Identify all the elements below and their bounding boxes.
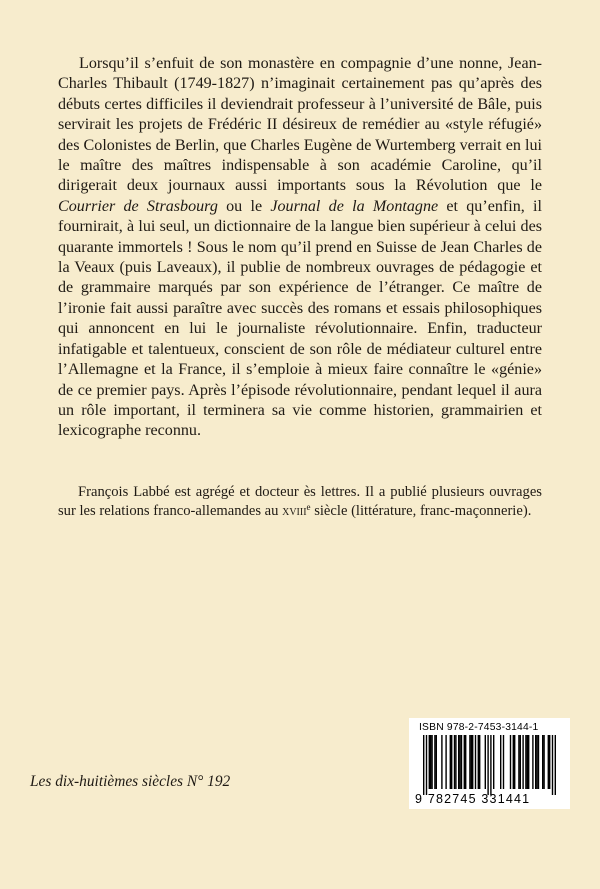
- barcode-bar: [503, 735, 504, 789]
- barcode-bar: [493, 735, 494, 789]
- barcode-bar: [471, 735, 472, 789]
- barcode-bar: [458, 735, 459, 789]
- barcode-bar: [465, 735, 466, 789]
- barcode-bar: [451, 735, 452, 789]
- description-text-2: ou le: [217, 197, 271, 215]
- barcode-bar: [459, 735, 460, 789]
- barcode-bar: [430, 735, 431, 789]
- barcode-bar: [535, 735, 536, 789]
- barcode-bar: [548, 735, 549, 789]
- barcode-bar: [450, 735, 451, 789]
- author-bio-text-1: François Labbé est agrégé et docteur ès lettres. Il a publié plusieurs ouvrages sur les relations franco-allemandes au: [58, 484, 542, 520]
- barcode-bar: [555, 735, 556, 795]
- barcode-bar: [426, 735, 427, 795]
- barcode-bar: [434, 735, 435, 789]
- barcode-bar: [500, 735, 501, 789]
- barcode-bar: [472, 735, 473, 789]
- series-title: Les dix-huitièmes siècles N° 192: [30, 773, 231, 790]
- century-numeral: xviii: [282, 504, 307, 520]
- barcode-bar: [536, 735, 537, 789]
- author-bio: [58, 483, 542, 521]
- barcode-bar: [478, 735, 479, 789]
- description-text-1: Lorsqu’il s’enfuit de son monastère en compagnie d’une nonne, Jean-Charles Thibault (1749-1827) n’imaginait certainement pas qu’après des débuts certes difficiles il deviendrait professeur à l’université de Bâle, puis servirait les projets de Frédéric II désireux de remédier au «style réfugié» des Colonistes de Berlin, que Charles Eugène de Wurtemberg verrait en lui le maître des maîtres indispensable à son académie Caroline, qu’il dirigerait deux journaux aussi importants sous la Révolution que le: [58, 55, 542, 195]
- barcode-bar: [518, 735, 519, 789]
- barcode-bar: [464, 735, 465, 789]
- barcode-bar: [469, 735, 470, 789]
- description-text-3: et qu’enfin, il fournirait, à lui seul, un dictionnaire de la langue bien supérieur à celui des quarante immortels ! Sous le nom qu’il prend en Suisse de Jean Charles de la Veaux (puis Laveaux), il publie de nombreux ouvrages de pédagogie et de grammaire marqués par son expérience de l’étranger. Ce maître de l’ironie fait aussi paraître avec succès des romans et essais philosophiques qui annoncent en lui le journaliste révolutionnaire. Enfin, traducteur infatigable et talentueux, conscient de son rôle de médiateur culturel entre l’Allemagne et la France, il s’emploie à mieux faire connaître le «génie» de ce premier pays. Après l’épisode révolutionnaire, pendant lequel il aura un rôle important, il terminera sa vie comme historien, grammairien et lexicographe reconnu.: [58, 197, 542, 440]
- barcode-bar: [431, 735, 432, 789]
- barcode-bar: [552, 735, 553, 795]
- barcode-bar: [532, 735, 533, 789]
- barcode-bar: [455, 735, 456, 789]
- barcode-bar: [542, 735, 543, 789]
- barcode-bar: [514, 735, 515, 789]
- description-paragraph: [58, 54, 542, 442]
- author-bio-paragraph: [58, 483, 542, 521]
- barcode-bar: [445, 735, 446, 789]
- barcode-bar: [527, 735, 528, 789]
- barcode-bar: [510, 735, 511, 789]
- barcode-bar: [461, 735, 462, 789]
- barcode-bar: [528, 735, 529, 789]
- barcode-bar: [522, 735, 523, 789]
- barcode-bar: [485, 735, 486, 789]
- isbn-label: ISBN 978-2-7453-3144-1: [419, 722, 539, 733]
- author-bio-text-2: siècle (littérature, franc-maçonnerie).: [310, 503, 532, 520]
- barcode-bar: [538, 735, 539, 789]
- journal-title-courrier: Courrier de Strasbourg: [58, 197, 218, 215]
- barcode-bar: [423, 735, 424, 795]
- century-superscript: e: [306, 502, 311, 513]
- barcode-bar: [441, 735, 442, 789]
- barcode-bar: [490, 735, 491, 795]
- book-description: [58, 54, 542, 442]
- barcode-bar: [549, 735, 550, 789]
- barcode-bar: [487, 735, 488, 795]
- barcode-bar: [475, 735, 476, 789]
- barcode-bar: [429, 735, 430, 789]
- barcode-bar: [479, 735, 480, 789]
- barcode-bar: [520, 735, 521, 789]
- barcode-bar: [543, 735, 544, 789]
- barcode-bar: [436, 735, 437, 789]
- barcode-digits: 9 782745 331441: [415, 792, 531, 806]
- barcode-bar: [454, 735, 455, 789]
- barcode-bar: [525, 735, 526, 789]
- barcode-bar: [513, 735, 514, 789]
- isbn-barcode: [409, 718, 570, 809]
- journal-title-montagne: Journal de la Montagne: [270, 197, 439, 215]
